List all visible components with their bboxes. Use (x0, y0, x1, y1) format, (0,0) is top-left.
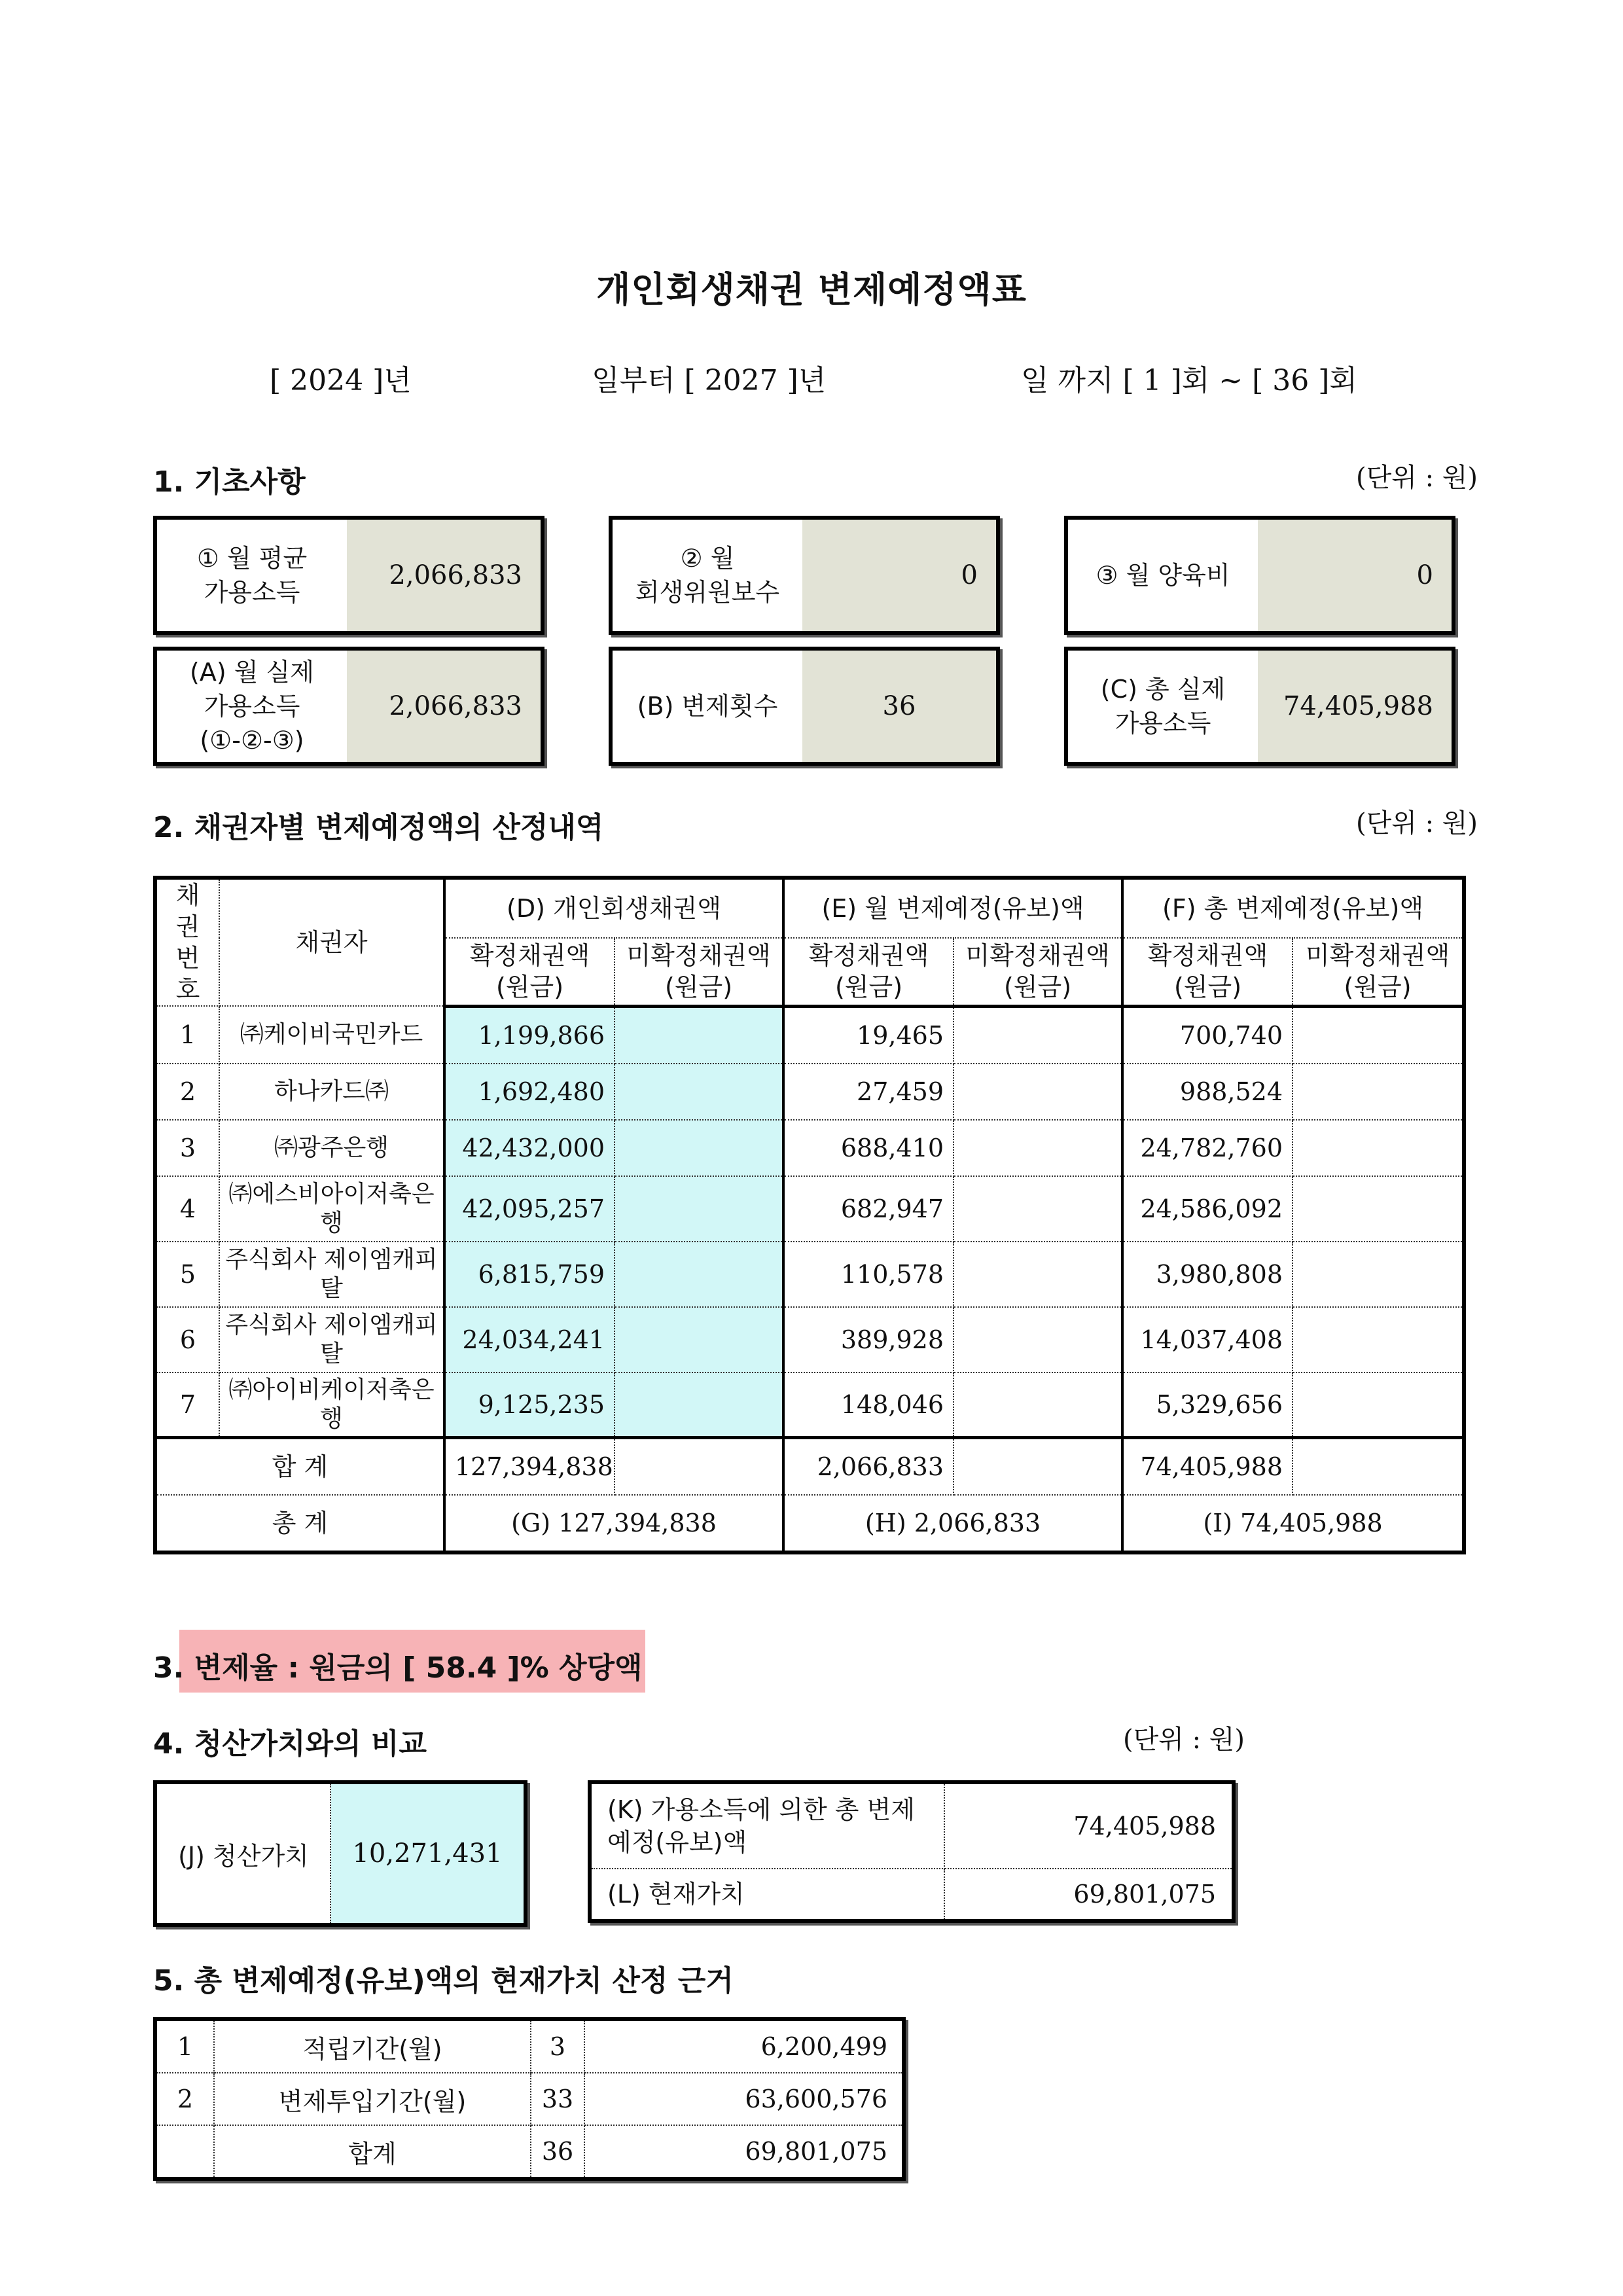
info-box-trustee-fee (609, 516, 1000, 635)
info-value: 0 (802, 520, 996, 631)
liquidation-value-box (153, 1780, 527, 1927)
header-creditor: 채권자 (219, 878, 444, 1006)
present-value-table (153, 2017, 906, 2181)
row-no: 3 (155, 1120, 219, 1176)
info-value: 0 (1258, 520, 1452, 631)
row-creditor: 주식회사 제이엠캐피 탈 (219, 1307, 444, 1372)
row-d-confirmed: 42,095,257 (444, 1176, 615, 1242)
section2-unit: (단위 : 원) (1356, 808, 1478, 838)
pv-no (155, 2125, 214, 2179)
header-unconfirmed: 미확정채권액 (원금) (954, 938, 1122, 1006)
info-label: ② 월 회생위원보수 (635, 544, 780, 607)
row-d-confirmed: 42,432,000 (444, 1120, 615, 1176)
pv-label: 합계 (214, 2125, 531, 2179)
info-value: 2,066,833 (347, 651, 541, 762)
total-label: 총 계 (155, 1495, 444, 1552)
row-e-unconfirmed (954, 1242, 1122, 1307)
row-d-confirmed: 9,125,235 (444, 1372, 615, 1438)
row-e-confirmed: 148,046 (783, 1372, 954, 1438)
header-group-d: (D) 개인회생채권액 (444, 878, 783, 938)
row-no: 1 (155, 1006, 219, 1064)
pv-amount: 63,600,576 (584, 2073, 904, 2125)
table-row (155, 1006, 1464, 1064)
table-row (155, 1176, 1464, 1242)
info-box-child-support (1064, 516, 1455, 635)
row-d-confirmed: 6,815,759 (444, 1242, 615, 1307)
table-row (155, 1242, 1464, 1307)
row-f-confirmed: 700,740 (1122, 1006, 1293, 1064)
pv-months: 33 (531, 2073, 584, 2125)
row-creditor: 주식회사 제이엠캐피 탈 (219, 1242, 444, 1307)
sum-e: 2,066,833 (783, 1438, 954, 1496)
row-f-confirmed: 14,037,408 (1122, 1307, 1293, 1372)
total-g: (G) 127,394,838 (444, 1495, 783, 1552)
sum-d: 127,394,838 (444, 1438, 615, 1496)
sum-f-unconfirmed (1293, 1438, 1464, 1496)
total-i: (I) 74,405,988 (1122, 1495, 1464, 1552)
info-label: ③ 월 양육비 (1096, 561, 1230, 590)
row-d-unconfirmed (615, 1006, 783, 1064)
sum-row (155, 1438, 1464, 1496)
row-no: 2 (155, 1064, 219, 1120)
info-label: (A) 월 실제 가용소득 (①-②-③) (190, 658, 314, 755)
sum-label: 합 계 (155, 1438, 444, 1496)
row-e-unconfirmed (954, 1064, 1122, 1120)
row-e-confirmed: 389,928 (783, 1307, 954, 1372)
row-no: 5 (155, 1242, 219, 1307)
section4-unit: (단위 : 원) (1123, 1725, 1245, 1755)
row-e-unconfirmed (954, 1176, 1122, 1242)
row-f-unconfirmed (1293, 1006, 1464, 1064)
period-end: 일부터 [ 2027 ]년 (592, 364, 827, 397)
row-f-unconfirmed (1293, 1307, 1464, 1372)
header-confirmed: 확정채권액 (원금) (1122, 938, 1293, 1006)
pv-label: 적립기간(월) (214, 2019, 531, 2073)
liquidation-value: 10,271,431 (331, 1784, 524, 1923)
row-e-unconfirmed (954, 1120, 1122, 1176)
row-f-unconfirmed (1293, 1064, 1464, 1120)
section5-heading: 5. 총 변제예정(유보)액의 현재가치 산정 근거 (153, 1964, 734, 1998)
row-f-confirmed: 24,586,092 (1122, 1176, 1293, 1242)
row-d-unconfirmed (615, 1176, 783, 1242)
row-d-confirmed: 1,199,866 (444, 1006, 615, 1064)
info-box-total-income (1064, 647, 1455, 766)
section1-heading: 1. 기초사항 (153, 465, 306, 499)
info-value: 2,066,833 (347, 520, 541, 631)
sum-d-unconfirmed (615, 1438, 783, 1496)
header-group-e: (E) 월 변제예정(유보)액 (783, 878, 1122, 938)
pv-amount: 6,200,499 (584, 2019, 904, 2073)
table-row (155, 1120, 1464, 1176)
info-label: ① 월 평균 가용소득 (196, 544, 308, 607)
table-row (155, 2019, 904, 2073)
row-d-unconfirmed (615, 1064, 783, 1120)
k-value: 74,405,988 (944, 1782, 1234, 1869)
section1-unit: (단위 : 원) (1356, 463, 1478, 493)
comparison-table (588, 1780, 1236, 1923)
section4-heading: 4. 청산가치와의 비교 (153, 1727, 427, 1761)
header-confirmed: 확정채권액 (원금) (444, 938, 615, 1006)
sum-f: 74,405,988 (1122, 1438, 1293, 1496)
table-row (155, 1064, 1464, 1120)
info-box-monthly-income (153, 516, 544, 635)
row-d-unconfirmed (615, 1120, 783, 1176)
l-value: 69,801,075 (944, 1869, 1234, 1921)
repayment-table (153, 876, 1466, 1554)
l-label: (L) 현재가치 (590, 1869, 944, 1921)
row-creditor: ㈜광주은행 (219, 1120, 444, 1176)
header-unconfirmed: 미확정채권액 (원금) (615, 938, 783, 1006)
row-e-confirmed: 682,947 (783, 1176, 954, 1242)
header-no: 채권 번호 (155, 878, 219, 1006)
row-f-confirmed: 5,329,656 (1122, 1372, 1293, 1438)
row-e-confirmed: 19,465 (783, 1006, 954, 1064)
row-no: 4 (155, 1176, 219, 1242)
comparison-row (590, 1869, 1234, 1921)
row-creditor: ㈜케이비국민카드 (219, 1006, 444, 1064)
info-label: (C) 총 실제 가용소득 (1100, 675, 1226, 738)
section2-heading: 2. 채권자별 변제예정액의 산정내역 (153, 811, 604, 844)
pv-amount: 69,801,075 (584, 2125, 904, 2179)
row-creditor: ㈜에스비아이저축은 행 (219, 1176, 444, 1242)
pv-months: 36 (531, 2125, 584, 2179)
row-f-unconfirmed (1293, 1372, 1464, 1438)
row-e-unconfirmed (954, 1307, 1122, 1372)
row-f-unconfirmed (1293, 1176, 1464, 1242)
pv-label: 변제투입기간(월) (214, 2073, 531, 2125)
row-d-unconfirmed (615, 1307, 783, 1372)
header-confirmed: 확정채권액 (원금) (783, 938, 954, 1006)
period-range: 일 까지 [ 1 ]회 ~ [ 36 ]회 (1021, 364, 1357, 397)
row-creditor: 하나카드㈜ (219, 1064, 444, 1120)
liquidation-label: (J) 청산가치 (157, 1784, 331, 1923)
row-f-confirmed: 3,980,808 (1122, 1242, 1293, 1307)
table-row (155, 2125, 904, 2179)
row-no: 6 (155, 1307, 219, 1372)
row-d-unconfirmed (615, 1372, 783, 1438)
row-e-confirmed: 27,459 (783, 1064, 954, 1120)
row-e-confirmed: 110,578 (783, 1242, 954, 1307)
pv-no: 1 (155, 2019, 214, 2073)
page-title: 개인회생채권 변제예정액표 (596, 269, 1027, 310)
period-start: [ 2024 ]년 (270, 364, 412, 397)
info-box-actual-income (153, 647, 544, 766)
k-label: (K) 가용소득에 의한 총 변제 예정(유보)액 (590, 1782, 944, 1869)
info-value: 74,405,988 (1258, 651, 1452, 762)
total-row (155, 1495, 1464, 1552)
row-f-confirmed: 24,782,760 (1122, 1120, 1293, 1176)
info-box-repayment-count (609, 647, 1000, 766)
pv-months: 3 (531, 2019, 584, 2073)
table-row (155, 2073, 904, 2125)
row-e-unconfirmed (954, 1006, 1122, 1064)
repayment-rate: 3. 변제율 : 원금의 [ 58.4 ]% 상당액 (153, 1651, 643, 1685)
table-row (155, 1307, 1464, 1372)
row-f-unconfirmed (1293, 1242, 1464, 1307)
pv-no: 2 (155, 2073, 214, 2125)
row-e-confirmed: 688,410 (783, 1120, 954, 1176)
table-row (155, 1372, 1464, 1438)
row-creditor: ㈜아이비케이저축은 행 (219, 1372, 444, 1438)
comparison-row (590, 1782, 1234, 1869)
info-value: 36 (802, 651, 996, 762)
sum-e-unconfirmed (954, 1438, 1122, 1496)
header-unconfirmed: 미확정채권액 (원금) (1293, 938, 1464, 1006)
row-d-unconfirmed (615, 1242, 783, 1307)
row-no: 7 (155, 1372, 219, 1438)
row-d-confirmed: 24,034,241 (444, 1307, 615, 1372)
info-label: (B) 변제횟수 (637, 692, 778, 721)
header-group-f: (F) 총 변제예정(유보)액 (1122, 878, 1464, 938)
row-f-confirmed: 988,524 (1122, 1064, 1293, 1120)
total-h: (H) 2,066,833 (783, 1495, 1122, 1552)
row-d-confirmed: 1,692,480 (444, 1064, 615, 1120)
row-f-unconfirmed (1293, 1120, 1464, 1176)
row-e-unconfirmed (954, 1372, 1122, 1438)
